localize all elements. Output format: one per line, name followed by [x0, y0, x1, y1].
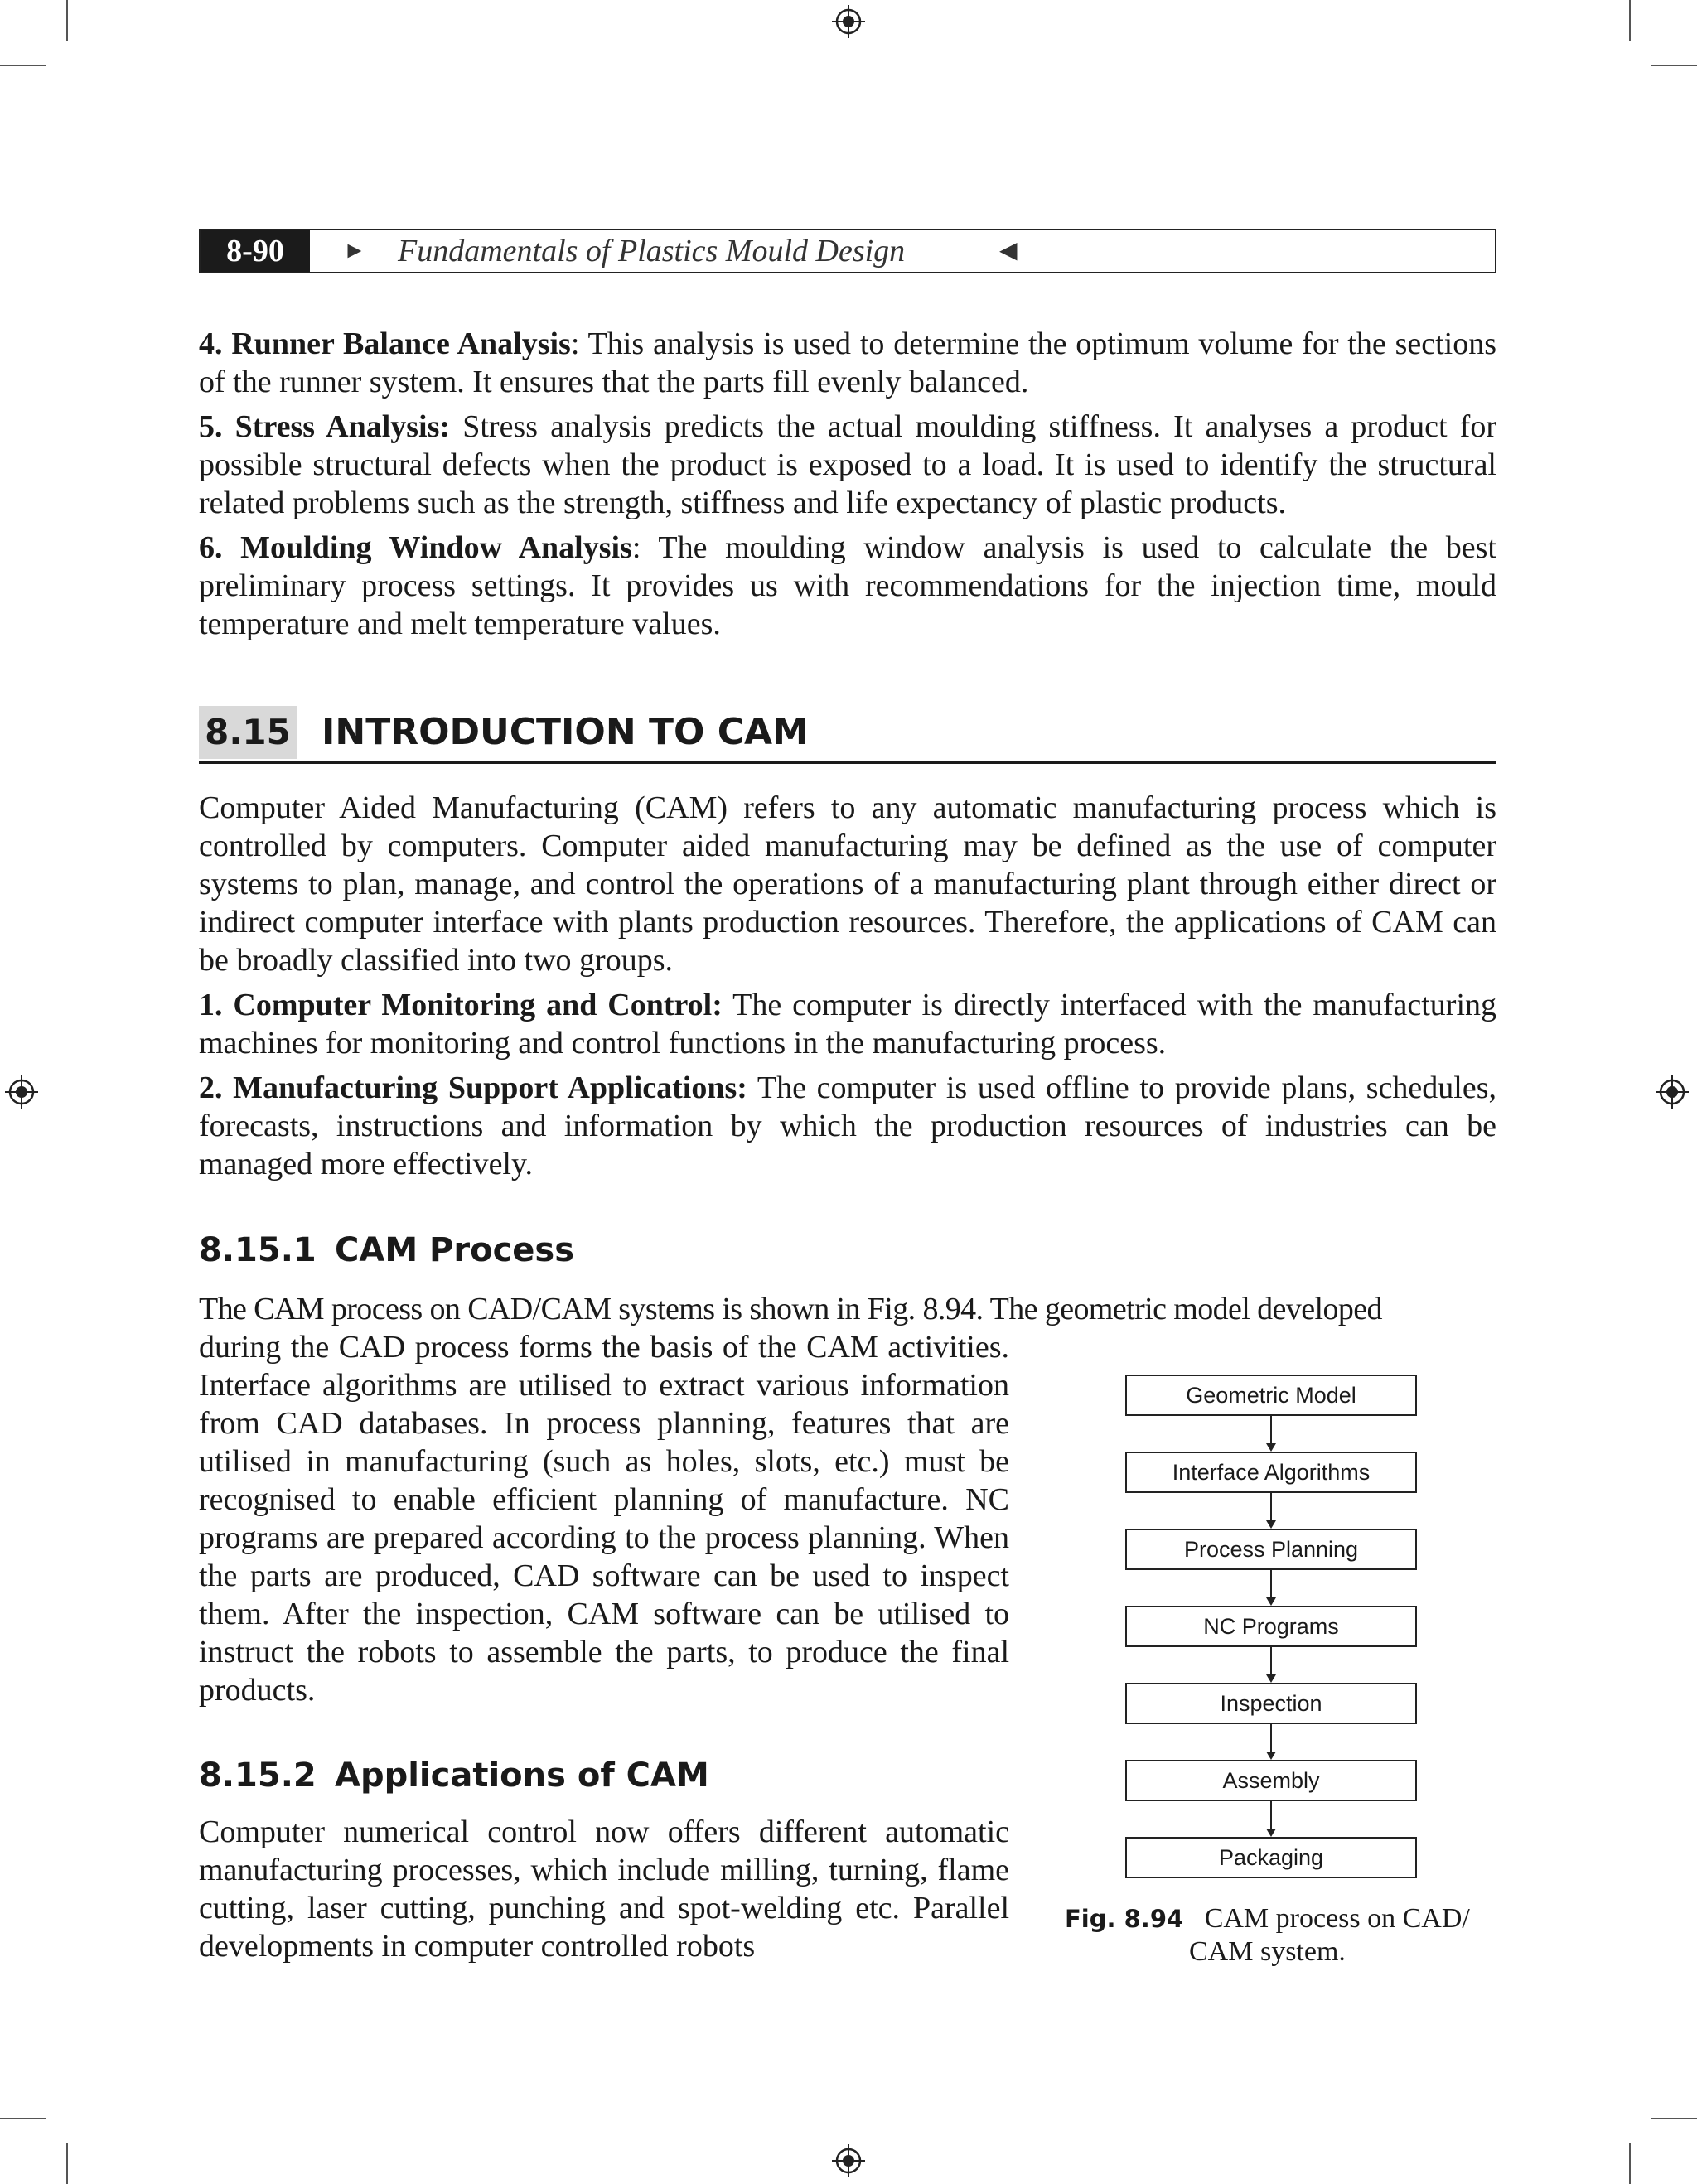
list-item — [199, 986, 1496, 1062]
item-text: Stress analysis predicts the actual moulding stiffness. It analyses a product for possible structural defects when the product is exposed to a load. It is used to identify the structural related problems such as the strength, stiffness and life expectancy of plastic products. — [199, 409, 1496, 520]
subsection-title: CAM Process — [335, 1231, 575, 1269]
item-text: This analysis is used to determine the optimum volume for the sections of the runner system. It ensures that the parts fill evenly balanced. — [199, 326, 1496, 399]
flow-step: Packaging — [1125, 1837, 1417, 1878]
flow-step: Geometric Model — [1125, 1375, 1417, 1416]
paragraph: during the CAD process forms the basis of the CAM activities. Interface algorithms are utilised to extract various information from CAD databases. In process planning, features that are utilised in manufacturing (such as holes, slots, etc.) must be recognised to enable efficient planning of manufacture. NC programs are prepared according to the process planning. When the parts are produced, CAD software can be used to inspect them. After the inspection, CAM software can be utilised to instruct the robots to assemble the parts, to produce the final products. — [199, 1330, 1009, 1708]
section-number: 8.15 — [199, 706, 297, 759]
list-item — [199, 325, 1496, 401]
arrow-down-icon — [1266, 1829, 1276, 1837]
caption-line: CAM system. — [1189, 1936, 1346, 1967]
page-number: 8-90 — [201, 230, 310, 272]
arrow-down-icon — [1266, 1597, 1276, 1606]
item-separator: : — [631, 530, 641, 565]
book-title: Fundamentals of Plastics Mould Design — [398, 234, 906, 268]
subsection-heading — [199, 1230, 574, 1271]
flow-step: Assembly — [1125, 1760, 1417, 1801]
registration-mark-icon — [5, 1075, 38, 1109]
flow-connector — [1270, 1801, 1272, 1829]
section-intro: Computer Aided Manufacturing (CAM) refers to any automatic manufacturing process which is controlled by computers. Computer aided manufacturing may be defined as the use of computer systems to plan, manage, and control the operations of a manufacturing plant through either direct or indirect computer interface with plants production resources. Therefore, the applications of CAM can be broadly classified into two groups. — [199, 790, 1496, 978]
caption-line: CAM process on CAD/ — [1204, 1903, 1470, 1934]
flow-step: Interface Algorithms — [1125, 1452, 1417, 1493]
crop-mark — [1629, 0, 1631, 41]
running-header — [199, 229, 1496, 273]
subsection-heading — [199, 1755, 709, 1796]
paragraph-first-line: The CAM process on CAD/CAM systems is shown in Fig. 8.94. The geometric model developed — [199, 1292, 1382, 1326]
arrow-down-icon — [1266, 1520, 1276, 1529]
section-title: INTRODUCTION TO CAM — [322, 711, 809, 753]
figure-caption — [1065, 1902, 1496, 1969]
crop-mark — [1651, 2118, 1697, 2119]
arrow-down-icon — [1266, 1443, 1276, 1452]
list-item — [199, 1069, 1496, 1183]
flow-step: NC Programs — [1125, 1606, 1417, 1647]
flow-step: Process Planning — [1125, 1529, 1417, 1570]
item-label: 2. Manufacturing Support Applications: — [199, 1070, 747, 1105]
subsection-number: 8.15.2 — [199, 1756, 317, 1795]
item-text: The computer is directly interfaced with the manufacturing machines for monitoring and control functions in the manufacturing process. — [199, 988, 1496, 1061]
item-label: 4. Runner Balance Analysis — [199, 326, 571, 361]
crop-mark — [1651, 65, 1697, 66]
list-item — [199, 529, 1496, 643]
section-heading — [199, 704, 1496, 764]
flow-connector — [1270, 1416, 1272, 1444]
left-triangle-icon: ◀ — [999, 238, 1018, 263]
registration-mark-icon — [832, 2144, 865, 2177]
flow-connector — [1270, 1493, 1272, 1521]
right-triangle-icon: ► — [343, 238, 366, 263]
item-label: 6. Moulding Window Analysis — [199, 530, 632, 565]
registration-mark-icon — [1656, 1075, 1689, 1109]
crop-mark — [66, 0, 68, 41]
figure-label: Fig. 8.94 — [1065, 1905, 1184, 1933]
list-item — [199, 408, 1496, 522]
arrow-down-icon — [1266, 1752, 1276, 1760]
item-label: 1. Computer Monitoring and Control: — [199, 988, 723, 1022]
flow-connector — [1270, 1724, 1272, 1752]
subsection-number: 8.15.1 — [199, 1231, 317, 1269]
crop-mark — [66, 2143, 68, 2184]
item-separator: : — [570, 326, 580, 361]
item-text: The moulding window analysis is used to calculate the best preliminary process settings. It provides us with recommendations for the injection time, mould temperature and melt temperature values. — [199, 530, 1496, 641]
item-label: 5. Stress Analysis: — [199, 409, 451, 444]
crop-mark — [1629, 2143, 1631, 2184]
flow-connector — [1270, 1647, 1272, 1675]
crop-mark — [0, 2118, 46, 2119]
crop-mark — [0, 65, 46, 66]
registration-mark-icon — [832, 5, 865, 38]
paragraph: Computer numerical control now offers different automatic manufacturing processes, which include milling, turning, flame cutting, laser cutting, punching and spot-welding etc. Parallel developments in computer controlled robots — [199, 1814, 1009, 1964]
flow-step: Inspection — [1125, 1683, 1417, 1724]
subsection-title: Applications of CAM — [335, 1756, 709, 1795]
flow-connector — [1270, 1570, 1272, 1598]
arrow-down-icon — [1266, 1674, 1276, 1683]
item-text: The computer is used offline to provide plans, schedules, forecasts, instructions and information by which the production resources of industries can be managed more effectively. — [199, 1070, 1496, 1181]
